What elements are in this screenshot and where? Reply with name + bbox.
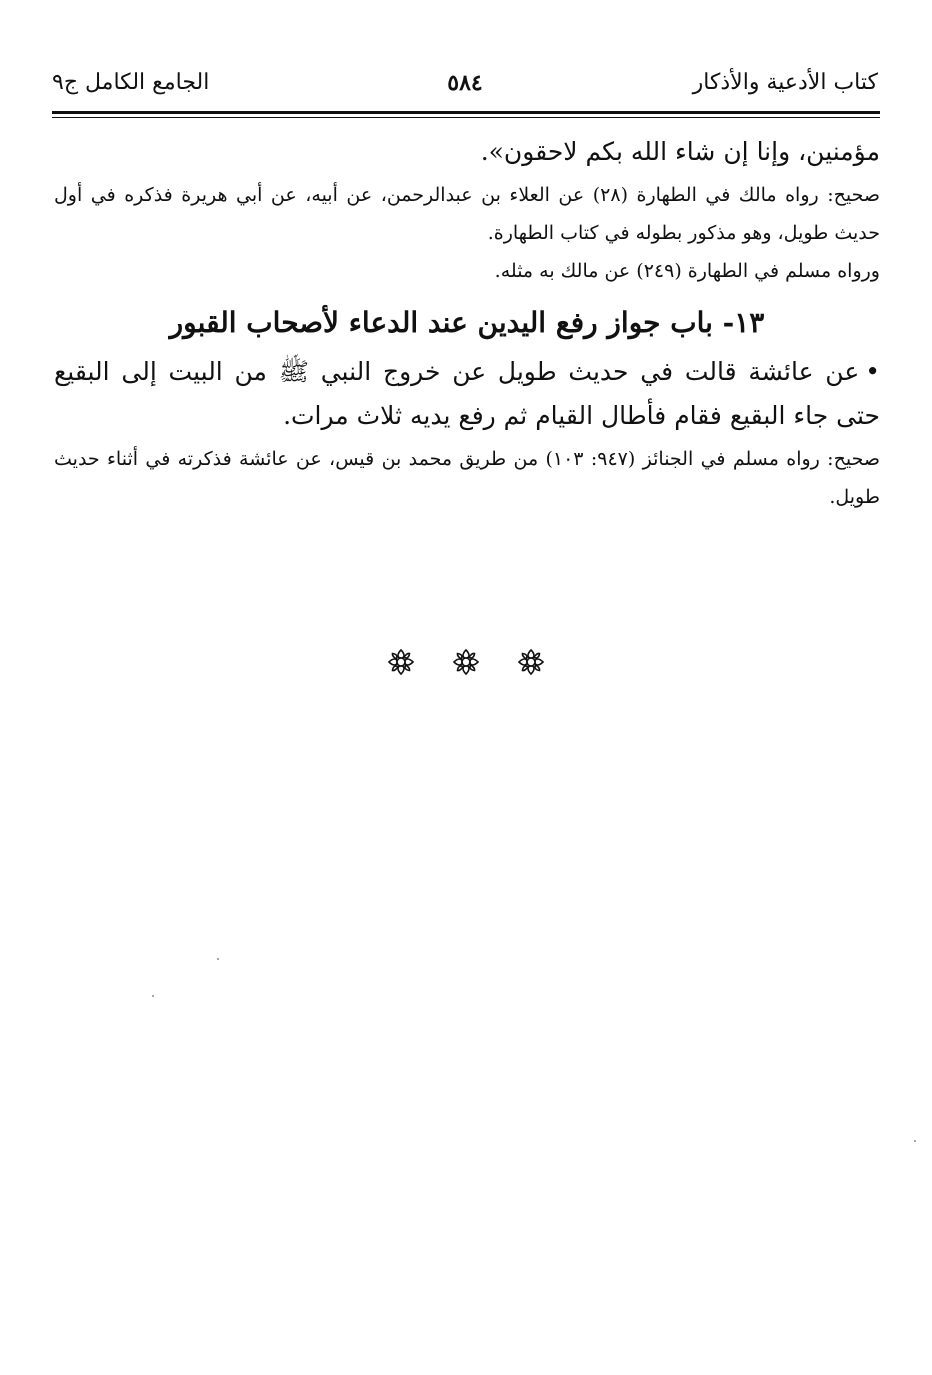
page-body <box>54 130 880 516</box>
running-header-volume: الجامع الكامل ج٩ <box>52 70 210 95</box>
floral-ornament-icon <box>517 648 545 676</box>
hadith-paragraph <box>54 350 880 438</box>
continuation-text: مؤمنين، وإنا إن شاء الله بكم لاحقون». <box>480 137 880 166</box>
chapter-title: ١٣- باب جواز رفع اليدين عند الدعاء لأصحاب القبور <box>169 306 765 339</box>
header-rule-thick <box>52 111 880 114</box>
scan-speck <box>152 995 154 997</box>
takhrij-note-2: صحيح: رواه مسلم في الجنائز (٩٤٧: ١٠٣) من طريق محمد بن قيس، عن عائشة فذكرته في أثناء حديث طويل. <box>54 448 880 508</box>
scan-speck <box>217 958 219 960</box>
header-rule-thin <box>52 117 880 118</box>
running-header-book-title: كتاب الأدعية والأذكار <box>692 70 878 95</box>
takhrij-note-1b: ورواه مسلم في الطهارة (٢٤٩) عن مالك به مثله. <box>494 260 880 282</box>
takhrij-note-1: صحيح: رواه مالك في الطهارة (٢٨) عن العلاء بن عبدالرحمن، عن أبيه، عن أبي هريرة فذكره في أول حديث طويل، وهو مذكور بطوله في كتاب الطهارة. <box>54 184 880 244</box>
section-end-ornaments <box>0 648 932 676</box>
page-header <box>52 68 878 104</box>
floral-ornament-icon <box>452 648 480 676</box>
scan-speck <box>914 1140 916 1142</box>
bullet-marker: • <box>865 357 880 386</box>
page-number: ٥٨٤ <box>447 70 483 96</box>
hadith-text: عن عائشة قالت في حديث طويل عن خروج النبي ﷺ من البيت إلى البقيع حتى جاء البقيع فقام فأطال القيام ثم رفع يديه ثلاث مرات. <box>54 357 880 430</box>
floral-ornament-icon <box>387 648 415 676</box>
